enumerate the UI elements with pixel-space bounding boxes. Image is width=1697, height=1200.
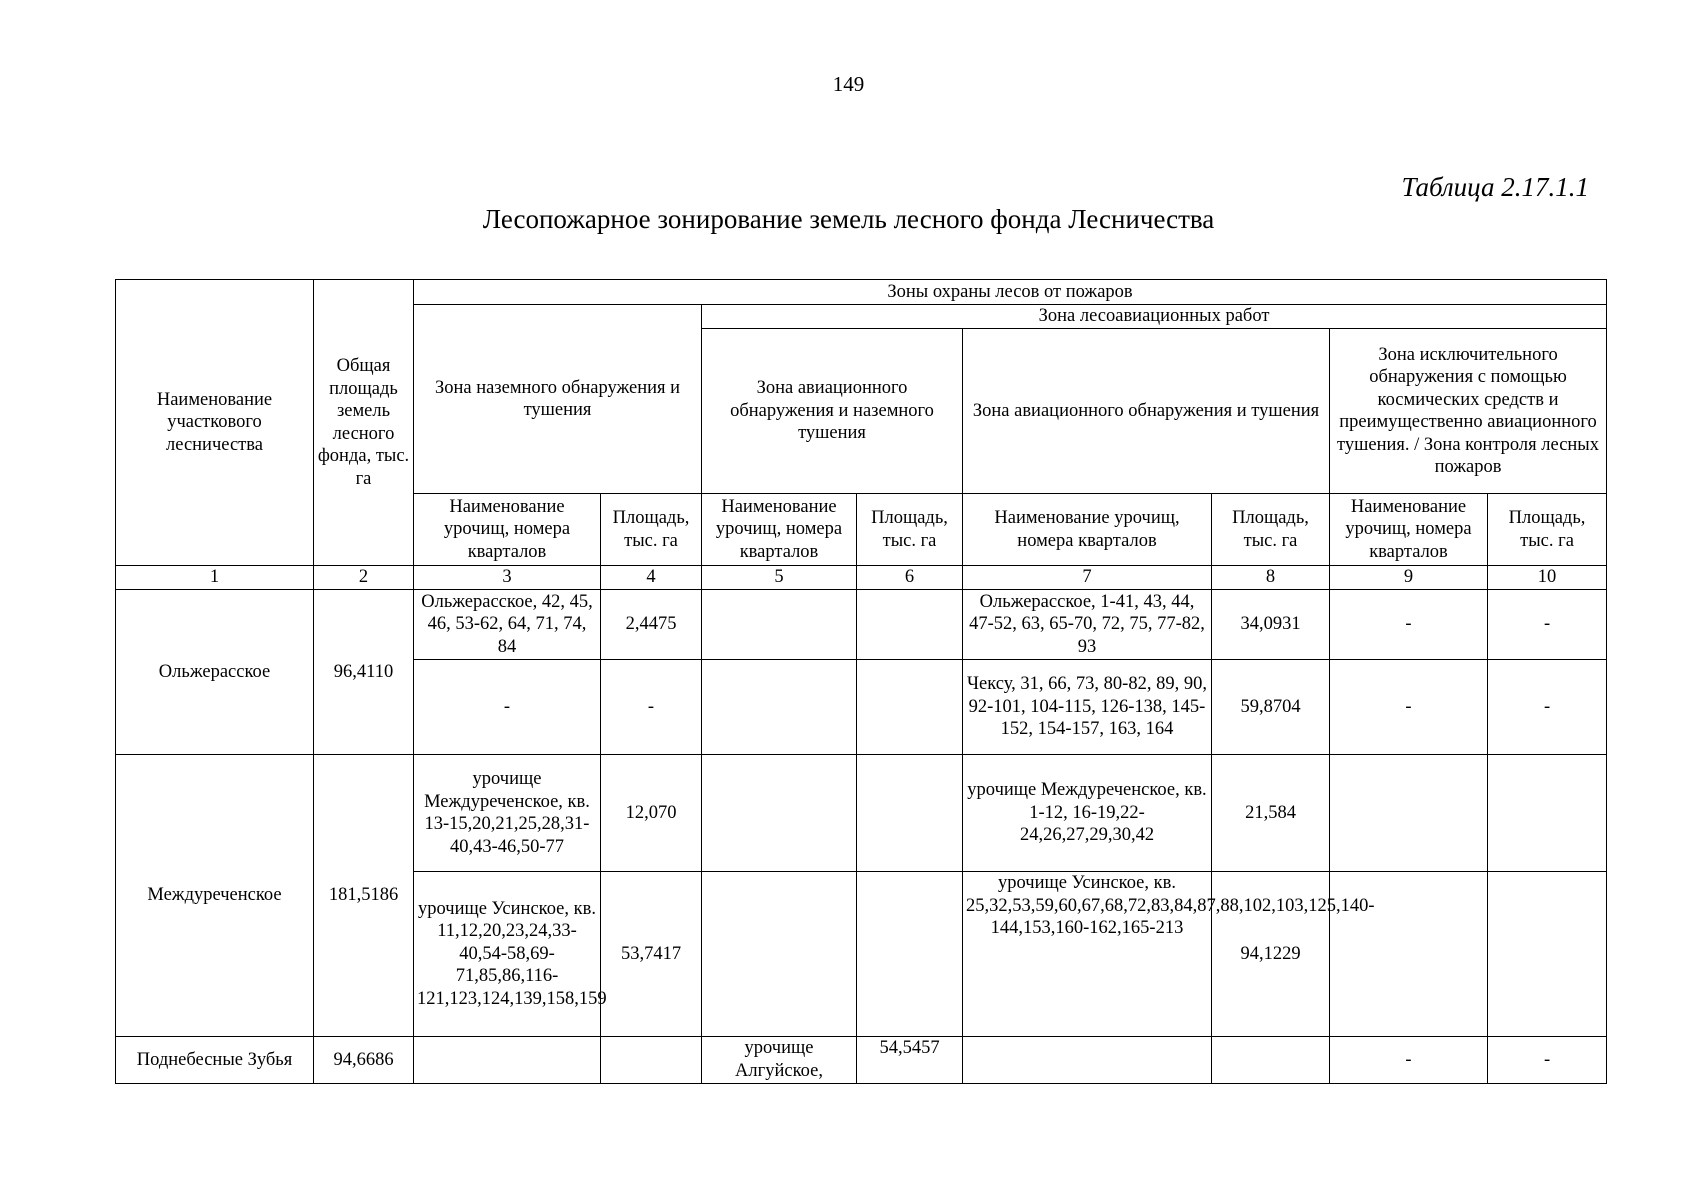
empty-cell [1488, 755, 1607, 872]
column-number-9: 9 [1330, 566, 1488, 590]
subheader-name-3: Наименование урочищ, номера кварталов [414, 494, 601, 566]
aviation-tracts-cell: урочище Междуреченское, кв. 1-12, 16-19,22-24,26,27,29,30,42 [963, 755, 1212, 872]
empty-cell [857, 755, 963, 872]
table-label: Таблица 2.17.1.1 [1401, 172, 1589, 202]
empty-cell [857, 660, 963, 755]
header-aviation-detection-ground: Зона авиационного обнаружения и наземного тушения [702, 329, 963, 494]
aviation-ground-area-cell: 54,5457 [857, 1037, 963, 1084]
forestry-area-cell: 181,5186 [314, 755, 414, 1037]
column-number-6: 6 [857, 566, 963, 590]
aviation-area-cell: 59,8704 [1212, 660, 1330, 755]
header-forestry-name: Наименование участкового лесничества [116, 280, 314, 566]
subheader-name-5: Наименование урочищ, номера кварталов [702, 494, 857, 566]
column-number-4: 4 [601, 566, 702, 590]
empty-cell [1488, 872, 1607, 1037]
ground-area-cell: 53,7417 [601, 872, 702, 1037]
table-row [116, 1037, 1607, 1084]
subheader-area-6: Площадь, тыс. га [857, 494, 963, 566]
subheader-name-7: Наименование урочищ, номера кварталов [963, 494, 1212, 566]
subheader-area-10: Площадь, тыс. га [1488, 494, 1607, 566]
space-area-cell: - [1488, 590, 1607, 660]
space-tracts-cell: - [1330, 590, 1488, 660]
header-protection-zones: Зоны охраны лесов от пожаров [414, 280, 1607, 305]
forestry-area-cell: 96,4110 [314, 590, 414, 755]
table-row [116, 755, 1607, 872]
forestry-area-cell: 94,6686 [314, 1037, 414, 1084]
table-row [116, 590, 1607, 660]
header-aviation-works: Зона лесоавиационных работ [702, 305, 1607, 329]
empty-cell [857, 590, 963, 660]
forestry-name-cell: Поднебесные Зубья [116, 1037, 314, 1084]
header-space-zone: Зона исключительного обнаружения с помощью космических средств и преимущественно авиационного тушения. / Зона контроля лесных пожаров [1330, 329, 1607, 494]
ground-area-cell: 12,070 [601, 755, 702, 872]
empty-cell [414, 1037, 601, 1084]
header-total-area: Общая площадь земель лесного фонда, тыс. га [314, 280, 414, 566]
empty-cell [1330, 755, 1488, 872]
subheader-name-9: Наименование урочищ, номера кварталов [1330, 494, 1488, 566]
space-tracts-cell: - [1330, 1037, 1488, 1084]
space-tracts-cell: - [1330, 660, 1488, 755]
subheader-area-8: Площадь, тыс. га [1212, 494, 1330, 566]
space-area-cell: - [1488, 1037, 1607, 1084]
ground-tracts-cell: урочище Междуреченское, кв. 13-15,20,21,25,28,31-40,43-46,50-77 [414, 755, 601, 872]
aviation-tracts-cell: Ольжерасское, 1-41, 43, 44, 47-52, 63, 65-70, 72, 75, 77-82, 93 [963, 590, 1212, 660]
empty-cell [702, 590, 857, 660]
column-number-1: 1 [116, 566, 314, 590]
ground-area-cell: 2,4475 [601, 590, 702, 660]
aviation-ground-tracts-cell: урочище Алгуйское, [702, 1037, 857, 1084]
ground-tracts-cell: Ольжерасское, 42, 45, 46, 53-62, 64, 71, 74, 84 [414, 590, 601, 660]
page-number: 149 [832, 72, 865, 96]
column-number-2: 2 [314, 566, 414, 590]
fire-zoning-table [115, 279, 1607, 1084]
document-title: Лесопожарное зонирование земель лесного фонда Лесничества [482, 204, 1215, 234]
forestry-name-cell: Ольжерасское [116, 590, 314, 755]
empty-cell [1212, 1037, 1330, 1084]
aviation-tracts-cell: урочище Усинское, кв. 25,32,53,59,60,67,68,72,83,84,87,88,102,103,125,140-144,153,160-162,165-213 [963, 872, 1212, 1037]
empty-cell [963, 1037, 1212, 1084]
forestry-name-cell: Междуреченское [116, 755, 314, 1037]
aviation-area-cell: 34,0931 [1212, 590, 1330, 660]
empty-cell [702, 660, 857, 755]
column-number-8: 8 [1212, 566, 1330, 590]
aviation-tracts-cell: Чексу, 31, 66, 73, 80-82, 89, 90, 92-101, 104-115, 126-138, 145-152, 154-157, 163, 164 [963, 660, 1212, 755]
column-number-10: 10 [1488, 566, 1607, 590]
aviation-area-cell: 21,584 [1212, 755, 1330, 872]
aviation-area-cell: 94,1229 [1212, 872, 1330, 1037]
ground-area-cell: - [601, 660, 702, 755]
subheader-area-4: Площадь, тыс. га [601, 494, 702, 566]
space-area-cell: - [1488, 660, 1607, 755]
empty-cell [857, 872, 963, 1037]
ground-tracts-cell: - [414, 660, 601, 755]
empty-cell [702, 755, 857, 872]
column-number-5: 5 [702, 566, 857, 590]
empty-cell [601, 1037, 702, 1084]
ground-tracts-cell: урочище Усинское, кв. 11,12,20,23,24,33-40,54-58,69-71,85,86,116-121,123,124,139,158,159 [414, 872, 601, 1037]
column-number-7: 7 [963, 566, 1212, 590]
column-number-3: 3 [414, 566, 601, 590]
empty-cell [702, 872, 857, 1037]
header-ground-zone: Зона наземного обнаружения и тушения [414, 305, 702, 494]
header-aviation-detection-extinguish: Зона авиационного обнаружения и тушения [963, 329, 1330, 494]
